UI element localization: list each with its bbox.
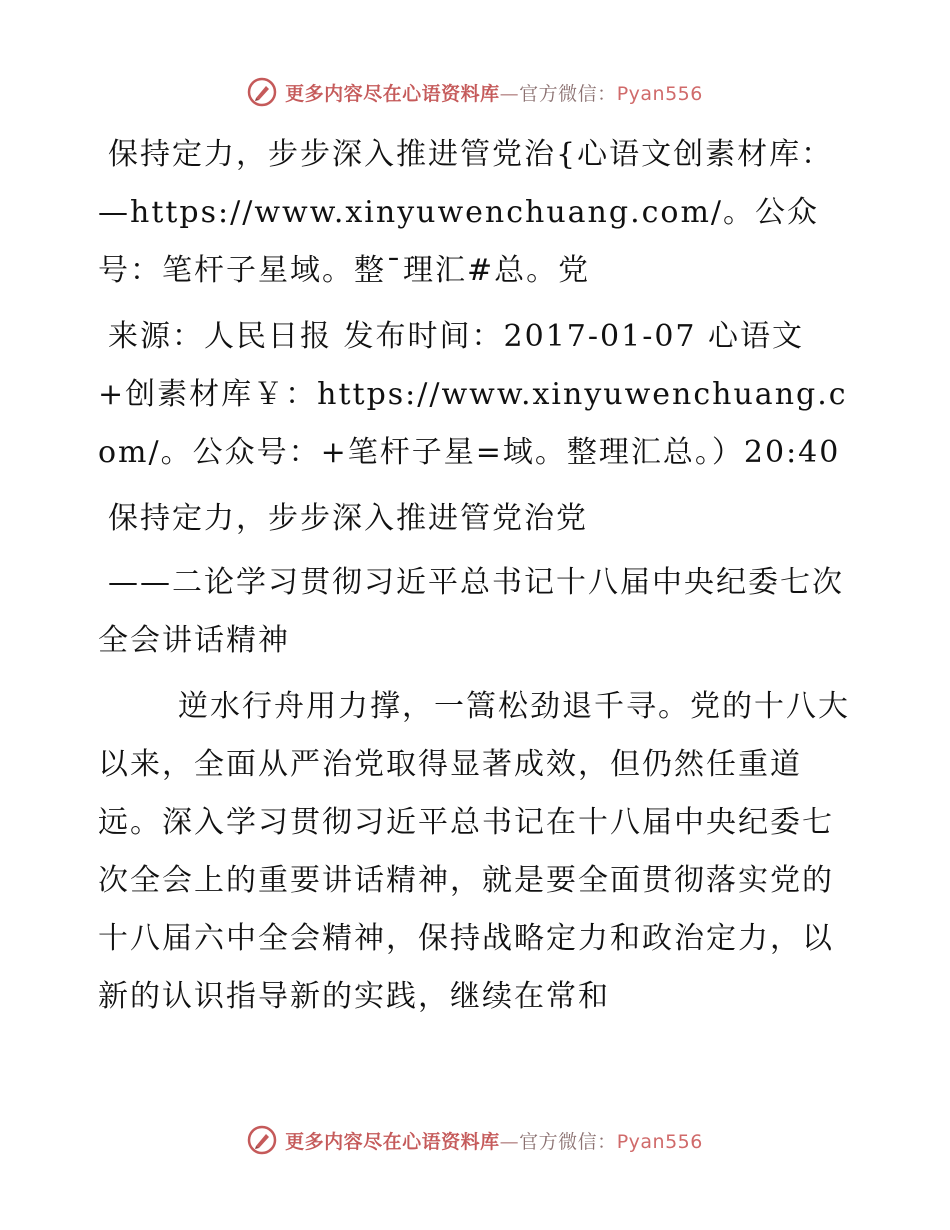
source-paragraph: 来源：人民日报 发布时间：2017-01-07 心语文+创素材库￥：https://www.xinyuwenchuang.com/。公众号：+笔杆子星=域。整理汇总。）20:40 [98,319,848,470]
banner-official-label: 官方微信： [519,82,617,105]
banner-official-label: 官方微信： [519,1130,617,1153]
header-banner [0,70,950,114]
pen-logo-icon [247,1125,277,1155]
banner-dash: — [499,1130,520,1153]
document-body [98,126,858,1034]
footer-banner [0,1118,950,1162]
banner-wechat-id: Pyan556 [616,82,703,105]
intro-paragraph: 保持定力，步步深入推进管党治{心语文创素材库：—https://www.xinyuwenchuang.com/。公众号：笔杆子星域。整¯理汇#总。党 [98,137,834,288]
banner-brand: 更多内容尽在心语资料库 [285,1130,500,1153]
article-title: 保持定力，步步深入推进管党治党 [108,501,588,536]
banner-text [285,79,703,106]
pen-logo-icon [247,77,277,107]
banner-text [285,1127,703,1154]
banner-dash: — [499,82,520,105]
body-paragraph: 逆水行舟用力撑，一篙松劲退千寻。党的十八大以来，全面从严治党取得显著成效，但仍然任重道远。深入学习贯彻习近平总书记在十八届中央纪委七次全会上的重要讲话精神，就是要全面贯彻落实党的十八届六中全会精神，保持战略定力和政治定力，以新的认识指导新的实践，继续在常和 [98,689,850,1014]
article-subtitle: ——二论学习贯彻习近平总书记十八届中央纪委七次全会讲话精神 [98,565,844,658]
banner-brand: 更多内容尽在心语资料库 [285,82,500,105]
banner-wechat-id: Pyan556 [616,1130,703,1153]
